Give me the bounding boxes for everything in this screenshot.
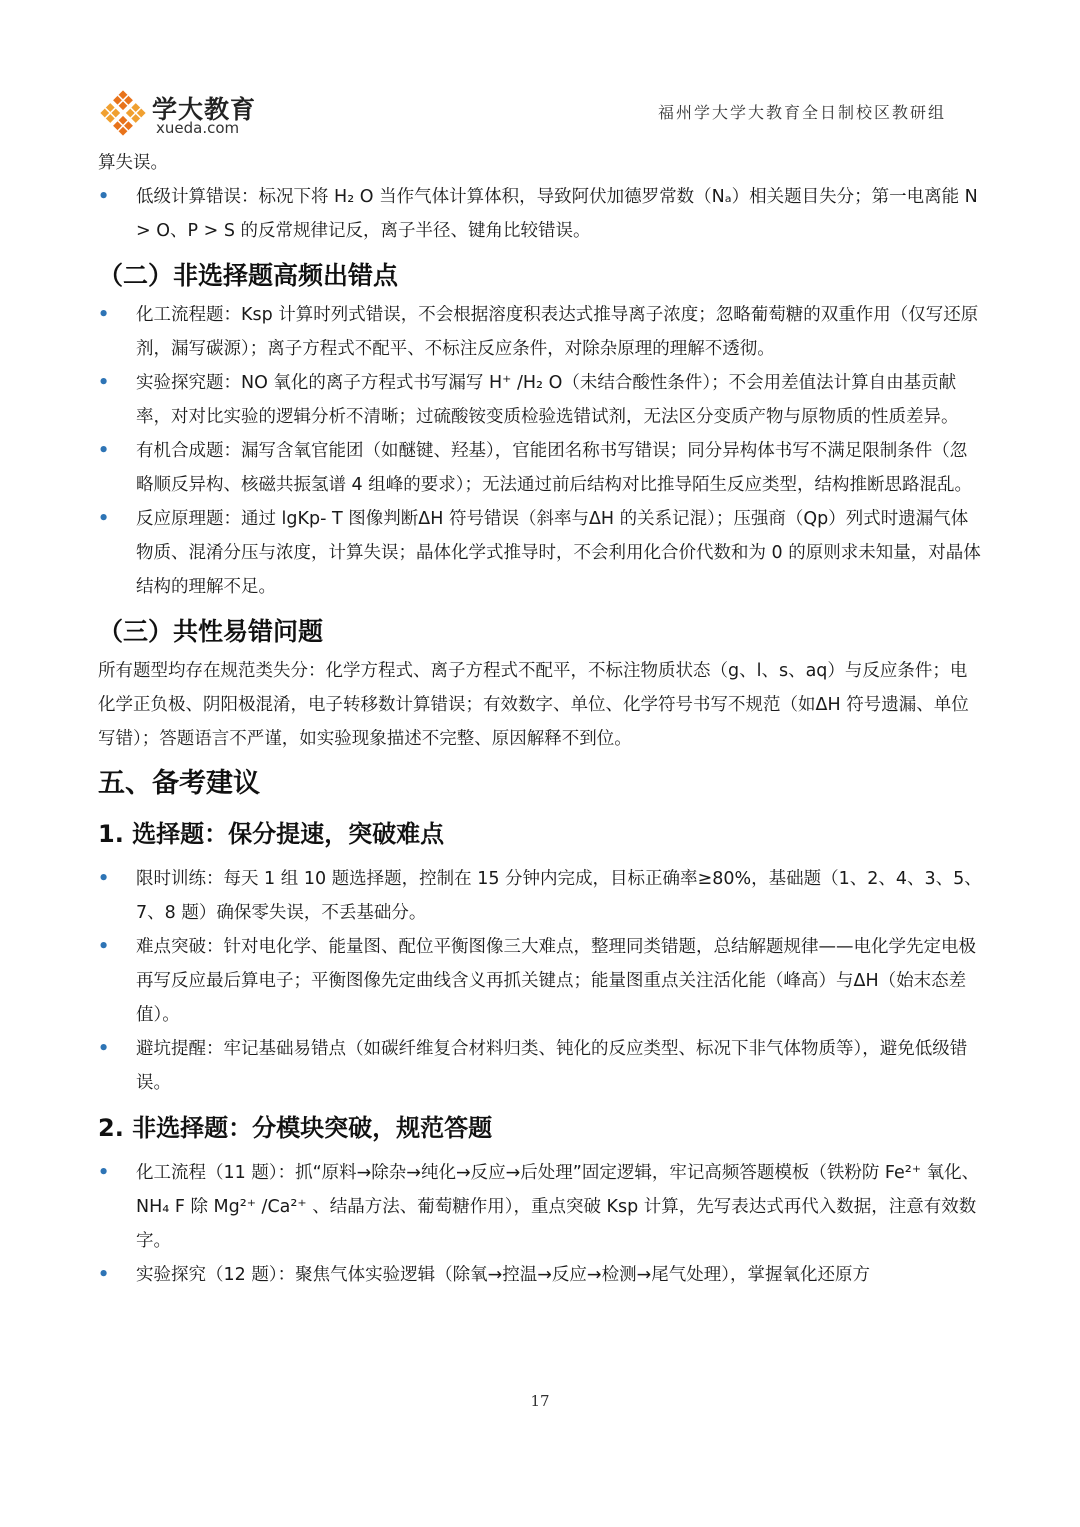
paragraph: 算失误。 — [98, 153, 168, 173]
bullet-icon: • — [98, 1039, 110, 1059]
bullet-icon: • — [98, 187, 110, 207]
bullet-item — [98, 1258, 982, 1292]
bullet-text: 限时训练：每天 1 组 10 题选择题，控制在 15 分钟内完成，目标正确率≥80%，基础题（1、2、4、3、5、7、8 题）确保零失误，不丢基础分。 — [136, 869, 982, 923]
logo-text: 学大教育 — [152, 95, 257, 124]
logo-subtext: xueda.com — [156, 119, 240, 137]
bullet-icon: • — [98, 1265, 110, 1285]
bullet-text: 避坑提醒：牢记基础易错点（如碳纤维复合材料归类、钝化的反应类型、标况下非气体物质等），避免低级错误。 — [136, 1039, 968, 1093]
bullet-icon: • — [98, 937, 110, 957]
bullet-text: 难点突破：针对电化学、能量图、配位平衡图像三大难点，整理同类错题，总结解题规律——电化学先定电极再写反应最后算电子；平衡图像先定曲线含义再抓关键点；能量图重点关注活化能（峰高）与ΔH（始末态差值）。 — [136, 937, 976, 1025]
paragraph: 所有题型均存在规范类失分：化学方程式、离子方程式不配平，不标注物质状态（g、l、s、aq）与反应条件；电化学正负极、阴阳极混淆，电子转移数计算错误；有效数字、单位、化学符号书写不规范（如ΔH 符号遗漏、单位写错）；答题语言不严谨，如实验现象描述不完整、原因解释不到位。 — [98, 661, 969, 749]
section-heading: （二）非选择题高频出错点 — [98, 261, 399, 290]
section-heading: （三）共性易错问题 — [98, 617, 324, 646]
bullet-text: 反应原理题：通过 lgKp- T 图像判断ΔH 符号错误（斜率与ΔH 的关系记混）；压强商（Qp）列式时遗漏气体物质、混淆分压与浓度，计算失误；晶体化学式推导时，不会利用化合价代数和为 0 的原则求未知量，对晶体结构的理解不足。 — [136, 509, 981, 597]
bullet-icon: • — [98, 509, 110, 529]
bullet-item — [98, 1156, 982, 1258]
bullet-text: 实验探究题：NO 氧化的离子方程式书写漏写 H⁺ /H₂ O（未结合酸性条件）；不会用差值法计算自由基贡献率，对对比实验的逻辑分析不清晰；过硫酸铵变质检验选错试剂，无法区分变质产物与原物质的性质差异。 — [136, 373, 959, 427]
bullet-item — [98, 180, 982, 248]
bullet-icon: • — [98, 869, 110, 889]
bullet-text: 化工流程题：Ksp 计算时列式错误，不会根据溶度积表达式推导离子浓度；忽略葡萄糖的双重作用（仅写还原剂，漏写碳源）；离子方程式不配平、不标注反应条件，对除杂原理的理解不透彻。 — [136, 305, 979, 359]
bullet-text: 实验探究（12 题）：聚焦气体实验逻辑（除氧→控温→反应→检测→尾气处理），掌握氧化还原方 — [136, 1265, 870, 1285]
bullet-text: 有机合成题：漏写含氧官能团（如醚键、羟基），官能团名称书写错误；同分异构体书写不满足限制条件（忽略顺反异构、核磁共振氢谱 4 组峰的要求）；无法通过前后结构对比推导陌生反应类型，结构推断思路混乱。 — [136, 441, 973, 495]
bullet-icon: • — [98, 305, 110, 325]
page-number: 17 — [530, 1392, 550, 1410]
bullet-item — [98, 298, 982, 366]
subsection-heading: 1. 选择题：保分提速，突破难点 — [98, 820, 445, 848]
page-body — [98, 146, 982, 1292]
bullet-item — [98, 862, 982, 930]
chapter-heading: 五、备考建议 — [98, 768, 260, 799]
bullet-icon: • — [98, 441, 110, 461]
bullet-icon: • — [98, 1163, 110, 1183]
subsection-heading: 2. 非选择题：分模块突破，规范答题 — [98, 1114, 493, 1142]
bullet-item — [98, 502, 982, 604]
bullet-text: 低级计算错误：标况下将 H₂ O 当作气体计算体积，导致阿伏加德罗常数（Nₐ）相关题目失分；第一电离能 N > O、P > S 的反常规律记反，离子半径、键角比较错误。 — [136, 187, 978, 241]
xueda-logo — [100, 88, 280, 138]
bullet-item — [98, 930, 982, 1032]
bullet-item — [98, 434, 982, 502]
page-header — [100, 88, 980, 138]
bullet-icon: • — [98, 373, 110, 393]
xueda-logo-icon — [100, 90, 146, 136]
bullet-item — [98, 1032, 982, 1100]
bullet-item — [98, 366, 982, 434]
bullet-text: 化工流程（11 题）：抓“原料→除杂→纯化→反应→后处理”固定逻辑，牢记高频答题模板（铁粉防 Fe²⁺ 氧化、NH₄ F 除 Mg²⁺ /Ca²⁺ 、结晶方法、葡萄糖作用），重点突破 Ksp 计算，先写表达式再代入数据，注意有效数字。 — [136, 1163, 980, 1251]
org-name: 福州学大学大教育全日制校区教研组 — [657, 103, 946, 122]
